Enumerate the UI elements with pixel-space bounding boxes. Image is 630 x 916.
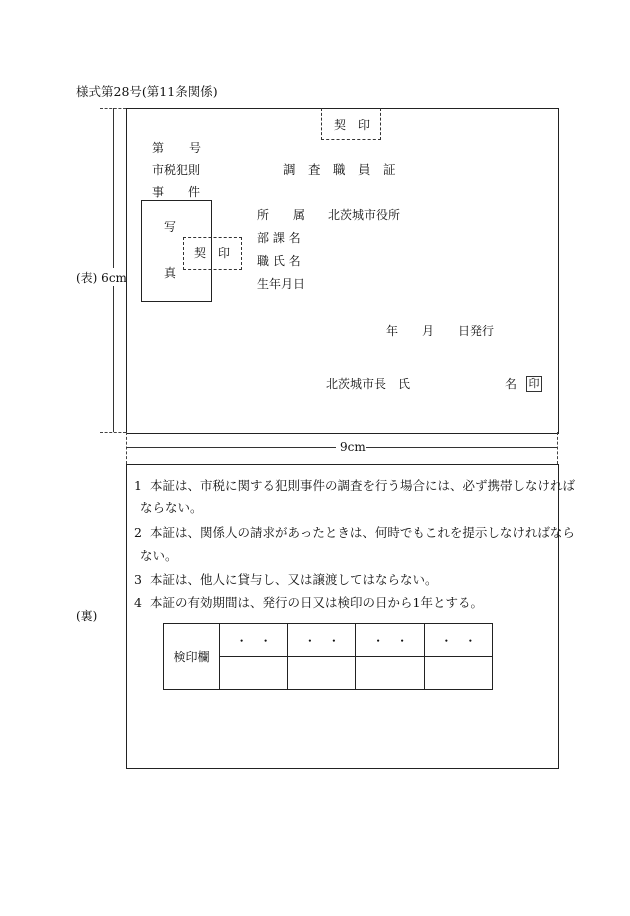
note-1-number: 1 (134, 478, 142, 493)
issuer-stamp: 印 (526, 376, 542, 392)
width-line-left (126, 447, 336, 448)
card-title: 調 査 職 員 証 (283, 162, 396, 177)
front-height-line-lower (113, 286, 114, 432)
width-line-right (366, 447, 557, 448)
inspection-table (163, 623, 493, 690)
front-height-line-upper (113, 108, 114, 268)
inspection-stamp-cell-3 (356, 657, 424, 690)
inspection-stamp-cell-4 (424, 657, 492, 690)
note-4-number: 4 (134, 595, 142, 610)
front-bottom-dimension-line (100, 432, 126, 433)
note-4-line1: 本証の有効期間は、発行の日又は検印の日から1年とする。 (150, 595, 483, 610)
field-label-birthdate: 生年月日 (257, 277, 306, 291)
inspection-stamp-cell-2 (288, 657, 356, 690)
photo-char-sha: 写 (164, 220, 177, 234)
note-2-number: 2 (134, 525, 142, 540)
inspection-stamp-cell-1 (219, 657, 287, 690)
back-side-label: (裏) (76, 609, 98, 623)
photo-char-shin: 真 (164, 266, 177, 280)
field-label-position-name: 職 氏 名 (257, 254, 301, 268)
field-label-department: 部 課 名 (257, 231, 301, 245)
front-side-label: (表) 6cm (76, 271, 127, 285)
note-2-line1: 本証は、関係人の請求があったときは、何時でもこれを提示しなければなら (150, 525, 575, 540)
form-title: 様式第28号(第11条関係) (76, 84, 218, 99)
field-label-affiliation: 所 属 (257, 208, 306, 222)
note-1-line1: 本証は、市税に関する犯則事件の調査を行う場合には、必ず携帯しなければ (150, 478, 576, 493)
note-3-number: 3 (134, 572, 142, 587)
width-label: 9cm (340, 440, 366, 454)
note-2-line2: ない。 (140, 548, 178, 563)
photo-seal-label: 契 印 (194, 246, 231, 260)
case-line1: 市税犯則 (152, 163, 201, 177)
note-3-line1: 本証は、他人に貸与し、又は譲渡してはならない。 (150, 572, 438, 587)
number-char-go: 号 (189, 141, 202, 155)
case-line2: 事 件 (152, 185, 201, 199)
inspection-label: 検印欄 (164, 624, 220, 690)
width-right-tick (557, 432, 558, 464)
inspection-date-4: ・ ・ (424, 624, 492, 657)
issue-date: 年 月 日発行 (386, 324, 495, 338)
number-char-dai: 第 (152, 141, 165, 155)
inspection-date-3: ・ ・ (356, 624, 424, 657)
field-value-affiliation: 北茨城市役所 (328, 208, 401, 222)
note-1-line2: ならない。 (140, 500, 203, 515)
issuer-name-suffix: 名 (505, 377, 518, 391)
inspection-date-1: ・ ・ (219, 624, 287, 657)
width-left-tick (126, 432, 127, 464)
top-seal-label: 契 印 (334, 118, 371, 132)
inspection-date-2: ・ ・ (288, 624, 356, 657)
issuer: 北茨城市長 氏 (326, 377, 411, 391)
